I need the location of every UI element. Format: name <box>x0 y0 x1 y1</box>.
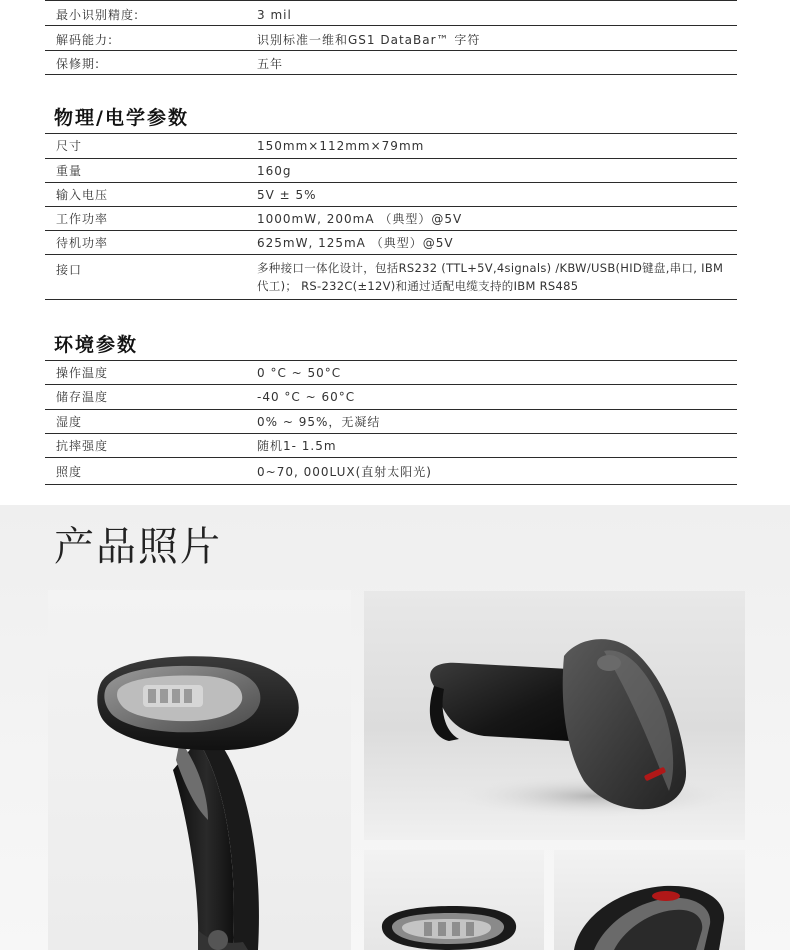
environment-section-title: 环境参数 <box>54 334 139 356</box>
spec-value: 多种接口一体化设计，包括RS232 (TTL+5V,4signals) /KBW/USB(HID键盘,串口, IBM代工)； RS-232C(±12V)和通过适配电缆支持的IBM RS485 <box>257 261 724 293</box>
spec-value: 0% ~ 95%，无凝结 <box>257 415 381 429</box>
spec-row-standby-power <box>45 231 737 255</box>
product-photo-side <box>364 591 745 840</box>
spec-label: 照度 <box>56 465 83 479</box>
spec-row-min-resolution <box>45 1 737 26</box>
spec-label: 尺寸 <box>56 139 83 153</box>
spec-value: 625mW, 125mA （典型）@5V <box>257 236 454 250</box>
spec-label: 工作功率 <box>56 212 109 226</box>
spec-label: 待机功率 <box>56 236 109 250</box>
scanner-window-image <box>364 850 544 950</box>
spec-label: 湿度 <box>56 415 83 429</box>
scanner-front-image <box>48 590 351 950</box>
physical-section-title: 物理/电学参数 <box>54 107 189 129</box>
spec-row-humidity <box>45 410 737 434</box>
spec-row-warranty <box>45 51 737 75</box>
spec-label: 最小识别精度: <box>56 8 140 22</box>
spec-row-voltage <box>45 183 737 207</box>
spec-row-drop <box>45 434 737 458</box>
spec-value: -40 °C ~ 60°C <box>257 390 356 404</box>
spec-row-illuminance <box>45 458 737 485</box>
product-photo-front <box>48 590 351 950</box>
environment-spec-table <box>45 360 737 485</box>
spec-row-decode <box>45 26 737 51</box>
spec-label: 输入电压 <box>56 188 109 202</box>
physical-spec-table <box>45 133 737 300</box>
spec-row-weight <box>45 159 737 183</box>
scanner-side-image <box>364 591 745 840</box>
spec-row-storage-temp <box>45 385 737 410</box>
spec-label: 操作温度 <box>56 366 109 380</box>
spec-value: 160g <box>257 164 292 178</box>
spec-value: 5V ± 5% <box>257 188 317 202</box>
spec-value: 随机1- 1.5m <box>257 439 337 453</box>
spec-label: 储存温度 <box>56 390 109 404</box>
photo-section-title: 产品照片 <box>54 524 222 570</box>
spec-label: 保修期: <box>56 57 101 71</box>
product-photo-top <box>554 850 745 950</box>
spec-value: 0~70, 000LUX(直射太阳光) <box>257 465 432 479</box>
product-photo-section <box>0 505 790 950</box>
spec-value: 3 mil <box>257 8 292 22</box>
product-photo-window <box>364 850 544 950</box>
spec-row-operating-temp <box>45 361 737 385</box>
spec-value: 1000mW, 200mA （典型）@5V <box>257 212 463 226</box>
spec-row-interface <box>45 255 737 300</box>
spec-label: 接口 <box>56 263 83 277</box>
spec-label: 重量 <box>56 164 83 178</box>
spec-row-size <box>45 134 737 159</box>
top-spec-table <box>45 0 737 75</box>
spec-value: 识别标准一维和GS1 DataBar™ 字符 <box>257 33 481 47</box>
spec-label: 抗摔强度 <box>56 439 109 453</box>
spec-value: 五年 <box>257 57 284 71</box>
spec-label: 解码能力: <box>56 33 114 47</box>
spec-row-work-power <box>45 207 737 231</box>
scanner-top-image <box>554 850 745 950</box>
spec-value: 150mm×112mm×79mm <box>257 139 425 153</box>
spec-value: 0 °C ~ 50°C <box>257 366 342 380</box>
